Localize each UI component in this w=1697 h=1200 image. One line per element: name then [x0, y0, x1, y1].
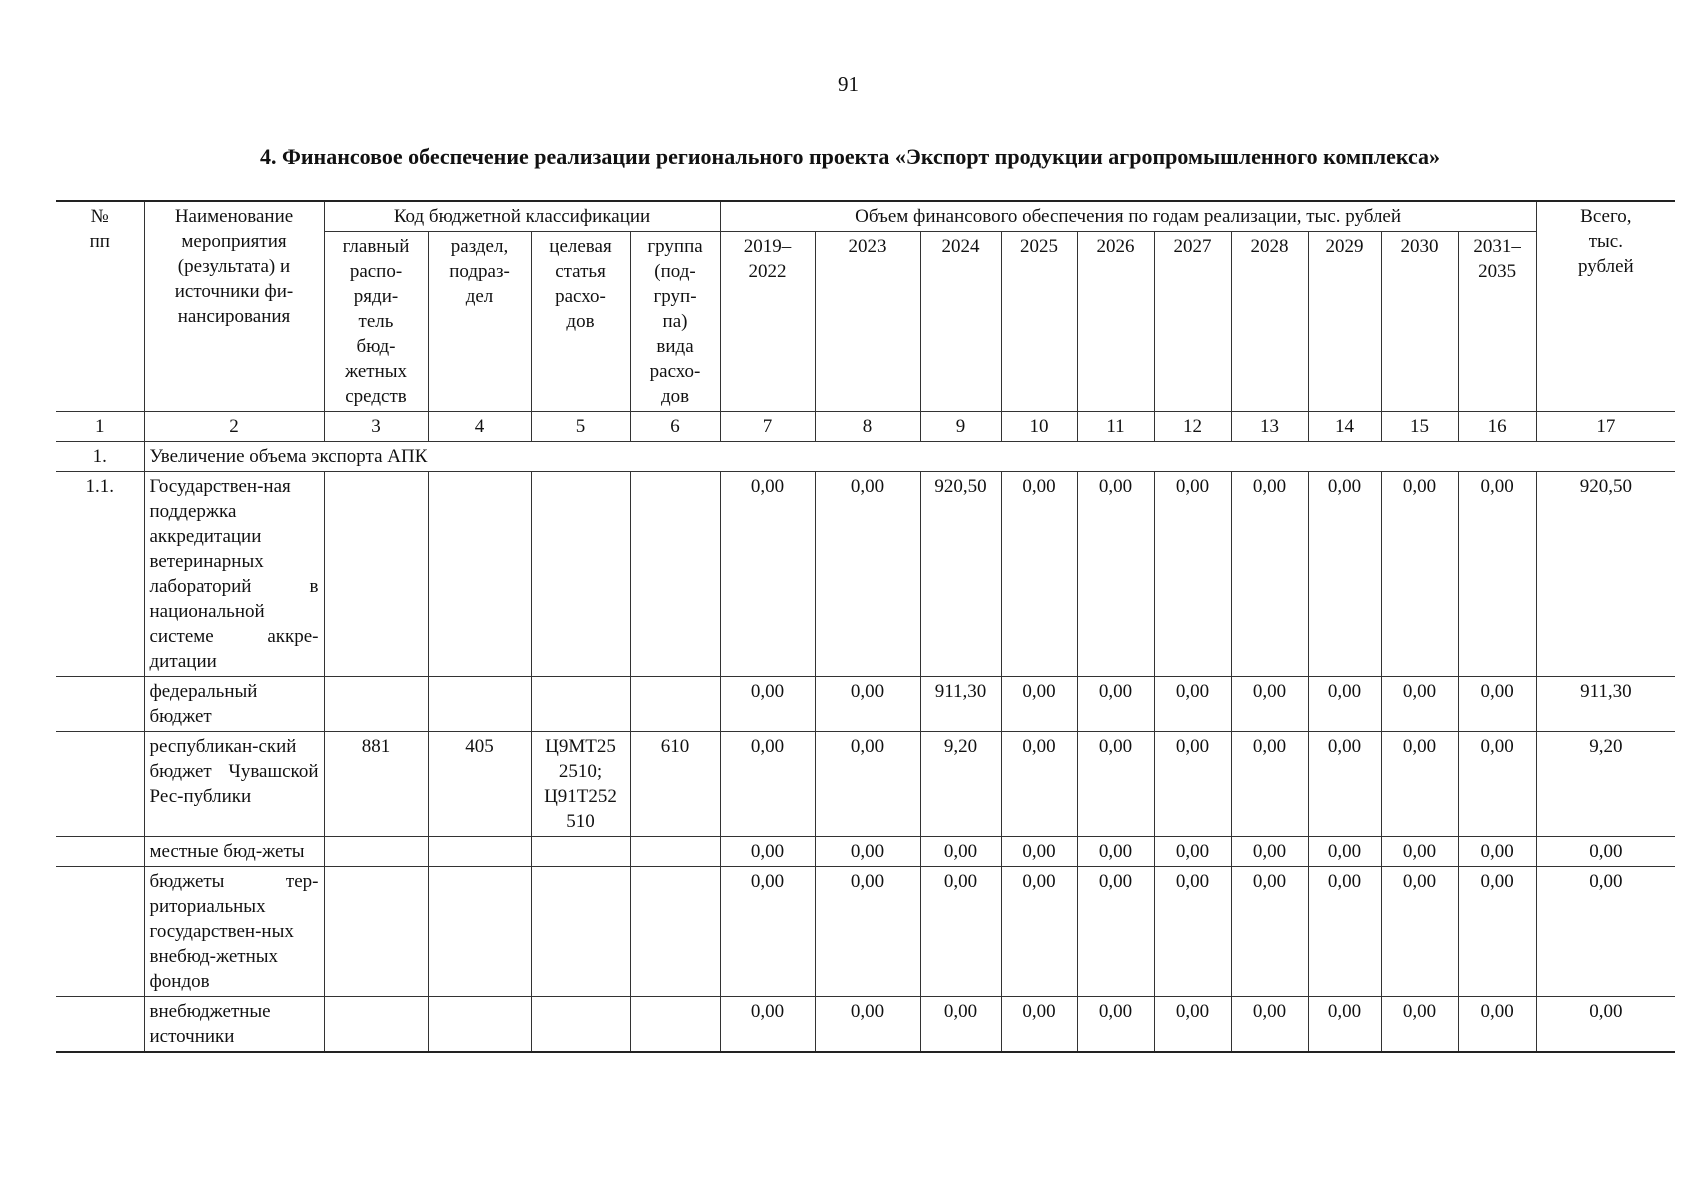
table-row — [56, 867, 1675, 997]
row-year-value: 0,00 — [720, 867, 815, 997]
row-year-value: 0,00 — [1381, 732, 1458, 837]
section-title: Увеличение объема экспорта АПК — [144, 442, 1675, 472]
row-no — [56, 732, 144, 837]
row-budget-code: 405 — [428, 732, 531, 837]
row-year-value: 0,00 — [1308, 732, 1381, 837]
row-year-value: 0,00 — [1458, 732, 1536, 837]
row-year-value: 0,00 — [1154, 997, 1231, 1053]
header-no: № пп — [56, 201, 144, 412]
row-year-value: 0,00 — [1308, 997, 1381, 1053]
row-budget-code — [630, 677, 720, 732]
header-year: 2027 — [1154, 232, 1231, 412]
row-year-value: 0,00 — [1458, 677, 1536, 732]
document-title: 4. Финансовое обеспечение реализации регионального проекта «Экспорт продукции агропромышленного комплекса» — [259, 144, 1441, 169]
row-name: местные бюд-жеты — [144, 837, 324, 867]
row-year-value: 0,00 — [1154, 837, 1231, 867]
column-number: 3 — [324, 412, 428, 442]
row-year-value: 0,00 — [1381, 677, 1458, 732]
row-total: 9,20 — [1536, 732, 1675, 837]
row-year-value: 9,20 — [920, 732, 1001, 837]
row-year-value: 0,00 — [1231, 867, 1308, 997]
row-budget-code — [428, 867, 531, 997]
row-budget-code — [428, 837, 531, 867]
row-budget-code — [531, 867, 630, 997]
row-year-value: 0,00 — [720, 677, 815, 732]
row-budget-code — [324, 997, 428, 1053]
table-row — [56, 677, 1675, 732]
row-year-value: 0,00 — [720, 732, 815, 837]
header-budget-code-col: группа (под- груп- па) вида расхо- дов — [630, 232, 720, 412]
column-number: 5 — [531, 412, 630, 442]
row-total: 0,00 — [1536, 997, 1675, 1053]
row-no: 1.1. — [56, 472, 144, 677]
row-total: 911,30 — [1536, 677, 1675, 732]
column-number: 6 — [630, 412, 720, 442]
header-year: 2031– 2035 — [1458, 232, 1536, 412]
row-budget-code — [324, 867, 428, 997]
column-number: 8 — [815, 412, 920, 442]
column-number: 17 — [1536, 412, 1675, 442]
column-number: 4 — [428, 412, 531, 442]
row-year-value: 0,00 — [1154, 677, 1231, 732]
page-number: 91 — [838, 72, 859, 96]
table-row — [56, 997, 1675, 1053]
header-total: Всего, тыс. рублей — [1536, 201, 1675, 412]
row-year-value: 0,00 — [1231, 837, 1308, 867]
header-year: 2019– 2022 — [720, 232, 815, 412]
row-year-value: 0,00 — [1001, 867, 1077, 997]
row-year-value: 0,00 — [1001, 997, 1077, 1053]
header-year: 2023 — [815, 232, 920, 412]
header-budget-code-col: раздел, подраз- дел — [428, 232, 531, 412]
row-budget-code — [324, 837, 428, 867]
row-year-value: 0,00 — [1308, 867, 1381, 997]
row-year-value: 0,00 — [1458, 997, 1536, 1053]
column-number: 9 — [920, 412, 1001, 442]
row-year-value: 0,00 — [1381, 867, 1458, 997]
row-year-value: 0,00 — [1231, 472, 1308, 677]
column-number: 16 — [1458, 412, 1536, 442]
row-year-value: 0,00 — [1077, 677, 1154, 732]
section-row — [56, 442, 1675, 472]
table-row — [56, 472, 1675, 677]
row-year-value: 0,00 — [920, 837, 1001, 867]
row-year-value: 0,00 — [1308, 837, 1381, 867]
column-number: 10 — [1001, 412, 1077, 442]
header-year: 2029 — [1308, 232, 1381, 412]
row-no — [56, 677, 144, 732]
row-year-value: 0,00 — [1458, 867, 1536, 997]
header-budget-code-col: целевая статья расхо- дов — [531, 232, 630, 412]
row-year-value: 0,00 — [1458, 472, 1536, 677]
header-budget-code-col: главный распо- ряди- тель бюд- жетных средств — [324, 232, 428, 412]
row-year-value: 0,00 — [815, 472, 920, 677]
row-year-value: 0,00 — [720, 997, 815, 1053]
header-year: 2030 — [1381, 232, 1458, 412]
row-total: 0,00 — [1536, 837, 1675, 867]
row-year-value: 0,00 — [1381, 997, 1458, 1053]
header-name: Наименование мероприятия (результата) и источники фи- нансирования — [144, 201, 324, 412]
row-budget-code — [428, 677, 531, 732]
row-year-value: 0,00 — [815, 677, 920, 732]
row-year-value: 0,00 — [720, 472, 815, 677]
column-number: 15 — [1381, 412, 1458, 442]
row-year-value: 0,00 — [1154, 472, 1231, 677]
row-year-value: 0,00 — [1381, 472, 1458, 677]
row-year-value: 0,00 — [1077, 472, 1154, 677]
row-year-value: 0,00 — [1154, 867, 1231, 997]
row-year-value: 0,00 — [1308, 472, 1381, 677]
row-year-value: 0,00 — [1077, 837, 1154, 867]
row-year-value: 0,00 — [720, 837, 815, 867]
row-name: республикан-ский бюджет Чувашской Рес-публики — [144, 732, 324, 837]
row-year-value: 911,30 — [920, 677, 1001, 732]
financing-table — [56, 200, 1675, 1053]
row-budget-code: 610 — [630, 732, 720, 837]
row-year-value: 920,50 — [920, 472, 1001, 677]
header-year: 2025 — [1001, 232, 1077, 412]
row-budget-code — [630, 997, 720, 1053]
column-number: 1 — [56, 412, 144, 442]
row-year-value: 0,00 — [920, 997, 1001, 1053]
row-year-value: 0,00 — [815, 837, 920, 867]
row-name: Государствен-ная поддержка аккредитации ветеринарных лабораторий в национальной системе аккре-дитации — [144, 472, 324, 677]
column-number: 7 — [720, 412, 815, 442]
row-year-value: 0,00 — [1231, 677, 1308, 732]
header-row — [56, 201, 1675, 232]
row-year-value: 0,00 — [1001, 472, 1077, 677]
column-number: 12 — [1154, 412, 1231, 442]
row-year-value: 0,00 — [1077, 867, 1154, 997]
row-budget-code — [324, 677, 428, 732]
row-year-value: 0,00 — [1231, 997, 1308, 1053]
row-year-value: 0,00 — [815, 867, 920, 997]
row-year-value: 0,00 — [1154, 732, 1231, 837]
row-total: 920,50 — [1536, 472, 1675, 677]
header-years-group: Объем финансового обеспечения по годам реализации, тыс. рублей — [720, 201, 1536, 232]
section-no: 1. — [56, 442, 144, 472]
row-year-value: 0,00 — [1001, 677, 1077, 732]
row-budget-code: Ц9МТ25 2510; Ц91Т252 510 — [531, 732, 630, 837]
row-no — [56, 837, 144, 867]
row-budget-code — [531, 472, 630, 677]
row-budget-code — [630, 837, 720, 867]
row-name: внебюджетные источники — [144, 997, 324, 1053]
row-name: бюджеты тер-риториальных государствен-ных внебюд-жетных фондов — [144, 867, 324, 997]
header-year: 2026 — [1077, 232, 1154, 412]
row-budget-code — [630, 867, 720, 997]
row-year-value: 0,00 — [1231, 732, 1308, 837]
header-year: 2028 — [1231, 232, 1308, 412]
row-year-value: 0,00 — [1308, 677, 1381, 732]
column-number: 11 — [1077, 412, 1154, 442]
row-budget-code — [428, 472, 531, 677]
row-year-value: 0,00 — [1381, 837, 1458, 867]
row-year-value: 0,00 — [1001, 732, 1077, 837]
header-budget-code-group: Код бюджетной классификации — [324, 201, 720, 232]
row-budget-code — [324, 472, 428, 677]
row-no — [56, 997, 144, 1053]
column-number: 2 — [144, 412, 324, 442]
row-budget-code — [428, 997, 531, 1053]
row-budget-code: 881 — [324, 732, 428, 837]
table-row — [56, 837, 1675, 867]
table-row — [56, 732, 1675, 837]
row-name: федеральный бюджет — [144, 677, 324, 732]
row-year-value: 0,00 — [815, 732, 920, 837]
row-budget-code — [531, 837, 630, 867]
row-budget-code — [630, 472, 720, 677]
row-year-value: 0,00 — [1077, 732, 1154, 837]
column-number: 14 — [1308, 412, 1381, 442]
row-year-value: 0,00 — [815, 997, 920, 1053]
row-year-value: 0,00 — [1458, 837, 1536, 867]
header-year: 2024 — [920, 232, 1001, 412]
row-total: 0,00 — [1536, 867, 1675, 997]
column-number-row — [56, 412, 1675, 442]
column-number: 13 — [1231, 412, 1308, 442]
row-no — [56, 867, 144, 997]
row-budget-code — [531, 997, 630, 1053]
row-budget-code — [531, 677, 630, 732]
row-year-value: 0,00 — [920, 867, 1001, 997]
row-year-value: 0,00 — [1077, 997, 1154, 1053]
row-year-value: 0,00 — [1001, 837, 1077, 867]
